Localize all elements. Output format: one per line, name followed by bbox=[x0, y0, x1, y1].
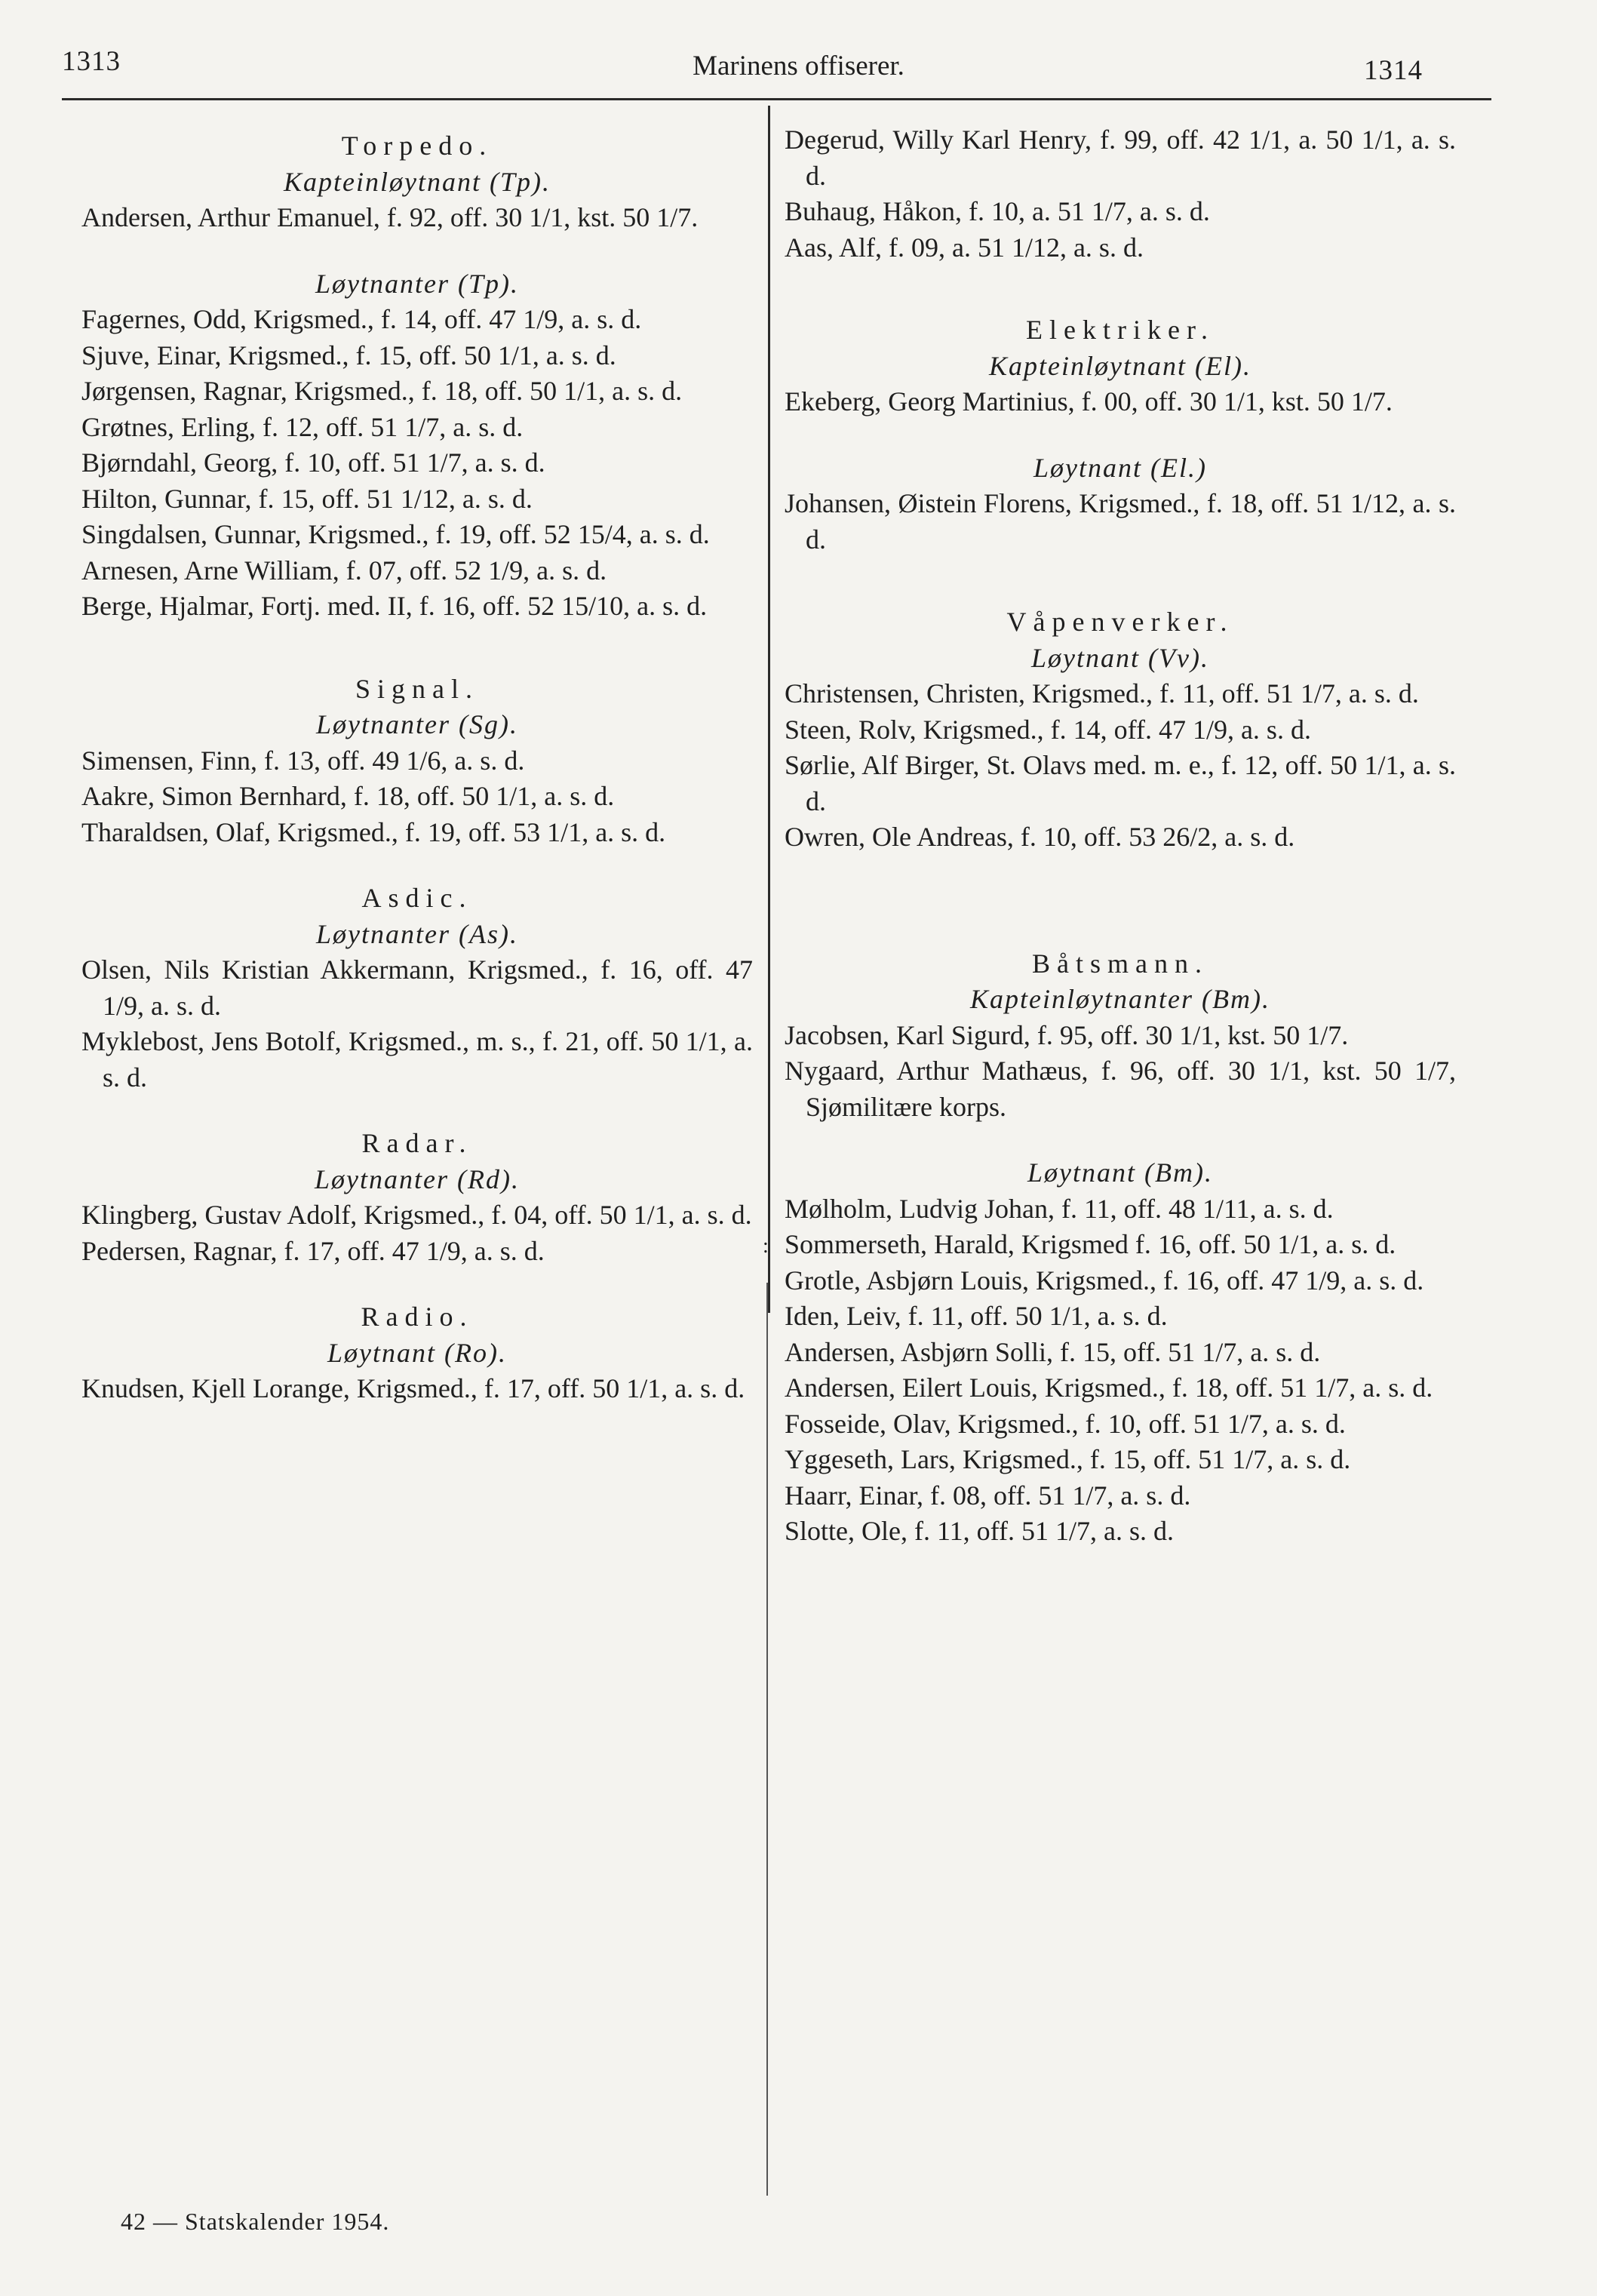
list-item: Sjuve, Einar, Krigsmed., f. 15, off. 50 1/1, a. s. d. bbox=[81, 340, 616, 370]
list-item: Degerud, Willy Karl Henry, f. 99, off. 42 1/1, a. 50 1/1, a. s. d. bbox=[785, 124, 1456, 191]
rank-heading: Løytnanter (Rd). bbox=[315, 1163, 520, 1194]
list-item: Slotte, Ole, f. 11, off. 51 1/7, a. s. d. bbox=[785, 1516, 1174, 1546]
list-item: Buhaug, Håkon, f. 10, a. 51 1/7, a. s. d. bbox=[785, 196, 1210, 226]
list-item: Fosseide, Olav, Krigsmed., f. 10, off. 51 1/7, a. s. d. bbox=[785, 1408, 1346, 1439]
rank-heading: Løytnant (Vv). bbox=[1031, 642, 1209, 673]
rank-heading: Kapteinløytnanter (Bm). bbox=[970, 984, 1270, 1014]
section-title-torpedo: Torpedo. bbox=[341, 131, 493, 161]
list-item: Andersen, Eilert Louis, Krigsmed., f. 18, off. 51 1/7, a. s. d. bbox=[785, 1372, 1433, 1403]
list-item: Jacobsen, Karl Sigurd, f. 95, off. 30 1/1, kst. 50 1/7. bbox=[785, 1019, 1349, 1050]
column-divider-lower bbox=[766, 1283, 768, 2196]
list-item: Steen, Rolv, Krigsmed., f. 14, off. 47 1/9, a. s. d. bbox=[785, 714, 1311, 745]
section-title-vapenverker: Våpenverker. bbox=[1006, 607, 1234, 637]
list-item: Tharaldsen, Olaf, Krigsmed., f. 19, off. 53 1/1, a. s. d. bbox=[81, 816, 666, 847]
list-item: Grøtnes, Erling, f. 12, off. 51 1/7, a. s. d. bbox=[81, 411, 524, 442]
list-item: Knudsen, Kjell Lorange, Krigsmed., f. 17, off. 50 1/1, a. s. d. bbox=[81, 1373, 745, 1403]
margin-mark: : bbox=[763, 1234, 769, 1258]
list-item: Bjørndahl, Georg, f. 10, off. 51 1/7, a. s. d. bbox=[81, 447, 545, 478]
list-item: Haarr, Einar, f. 08, off. 51 1/7, a. s. d. bbox=[785, 1480, 1191, 1511]
list-item: Christensen, Christen, Krigsmed., f. 11, off. 51 1/7, a. s. d. bbox=[785, 678, 1419, 708]
column-divider bbox=[768, 106, 770, 1313]
section-title-radar: Radar. bbox=[361, 1128, 473, 1158]
page-header bbox=[0, 45, 1597, 98]
rank-heading: Løytnanter (Tp). bbox=[315, 268, 519, 299]
page-number-left: 1313 bbox=[62, 46, 121, 77]
list-item: Grotle, Asbjørn Louis, Krigsmed., f. 16, off. 47 1/9, a. s. d. bbox=[785, 1265, 1424, 1296]
list-item: Yggeseth, Lars, Krigsmed., f. 15, off. 51 1/7, a. s. d. bbox=[785, 1444, 1351, 1474]
list-item: Andersen, Arthur Emanuel, f. 92, off. 30 1/1, kst. 50 1/7. bbox=[81, 202, 699, 232]
list-item: Jørgensen, Ragnar, Krigsmed., f. 18, off. 50 1/1, a. s. d. bbox=[81, 376, 683, 406]
list-item: Singdalsen, Gunnar, Krigsmed., f. 19, off. 52 15/4, a. s. d. bbox=[81, 519, 710, 549]
rank-heading: Løytnant (El.) bbox=[1033, 452, 1207, 483]
rank-heading: Løytnant (Ro). bbox=[327, 1337, 507, 1368]
list-item: Klingberg, Gustav Adolf, Krigsmed., f. 04, off. 50 1/1, a. s. d. bbox=[81, 1200, 752, 1230]
list-item: Aakre, Simon Bernhard, f. 18, off. 50 1/1, a. s. d. bbox=[81, 781, 615, 811]
section-title-asdic: Asdic. bbox=[361, 883, 473, 913]
list-item: Fagernes, Odd, Krigsmed., f. 14, off. 47 1/9, a. s. d. bbox=[81, 304, 642, 334]
list-item: Aas, Alf, f. 09, a. 51 1/12, a. s. d. bbox=[785, 232, 1144, 263]
list-item: Iden, Leiv, f. 11, off. 50 1/1, a. s. d. bbox=[785, 1301, 1168, 1331]
page-number-right: 1314 bbox=[1364, 55, 1423, 86]
list-item: Sommerseth, Harald, Krigsmed f. 16, off. 50 1/1, a. s. d. bbox=[785, 1229, 1396, 1259]
section-title-signal: Signal. bbox=[355, 673, 479, 704]
list-item: Olsen, Nils Kristian Akkermann, Krigsmed., f. 16, off. 47 1/9, a. s. d. bbox=[81, 954, 753, 1021]
list-item: Mølholm, Ludvig Johan, f. 11, off. 48 1/11, a. s. d. bbox=[785, 1193, 1334, 1224]
page-footer: 42 — Statskalender 1954. bbox=[121, 2208, 390, 2235]
rank-heading: Løytnant (Bm). bbox=[1027, 1157, 1213, 1188]
running-title: Marinens offiserer. bbox=[693, 51, 904, 81]
section-title-radio: Radio. bbox=[361, 1302, 474, 1332]
list-item: Simensen, Finn, f. 13, off. 49 1/6, a. s. d. bbox=[81, 745, 525, 776]
section-title-batsmann: Båtsmann. bbox=[1032, 948, 1208, 979]
left-column bbox=[81, 122, 753, 1407]
list-item: Nygaard, Arthur Mathæus, f. 96, off. 30 1/1, kst. 50 1/7, Sjømilitære korps. bbox=[785, 1056, 1456, 1122]
rank-heading: Kapteinløytnant (Tp). bbox=[284, 166, 551, 197]
rank-heading: Løytnanter (Sg). bbox=[316, 709, 518, 739]
rank-heading: Løytnanter (As). bbox=[316, 918, 518, 949]
section-title-elektriker: Elektriker. bbox=[1026, 315, 1215, 345]
list-item: Owren, Ole Andreas, f. 10, off. 53 26/2, a. s. d. bbox=[785, 822, 1295, 852]
header-rule bbox=[62, 98, 1491, 100]
right-column bbox=[785, 122, 1456, 1550]
list-item: Arnesen, Arne William, f. 07, off. 52 1/9, a. s. d. bbox=[81, 555, 607, 586]
list-item: Myklebost, Jens Botolf, Krigsmed., m. s., f. 21, off. 50 1/1, a. s. d. bbox=[81, 1026, 753, 1093]
list-item: Berge, Hjalmar, Fortj. med. II, f. 16, off. 52 15/10, a. s. d. bbox=[81, 591, 708, 621]
list-item: Sørlie, Alf Birger, St. Olavs med. m. e., f. 12, off. 50 1/1, a. s. d. bbox=[785, 750, 1456, 816]
list-item: Johansen, Øistein Florens, Krigsmed., f. 18, off. 51 1/12, a. s. d. bbox=[785, 488, 1456, 555]
list-item: Andersen, Asbjørn Solli, f. 15, off. 51 1/7, a. s. d. bbox=[785, 1336, 1321, 1367]
list-item: Hilton, Gunnar, f. 15, off. 51 1/12, a. s. d. bbox=[81, 483, 533, 514]
list-item: Ekeberg, Georg Martinius, f. 00, off. 30 1/1, kst. 50 1/7. bbox=[785, 386, 1393, 416]
list-item: Pedersen, Ragnar, f. 17, off. 47 1/9, a. s. d. bbox=[81, 1235, 545, 1266]
rank-heading: Kapteinløytnant (El). bbox=[989, 350, 1251, 381]
